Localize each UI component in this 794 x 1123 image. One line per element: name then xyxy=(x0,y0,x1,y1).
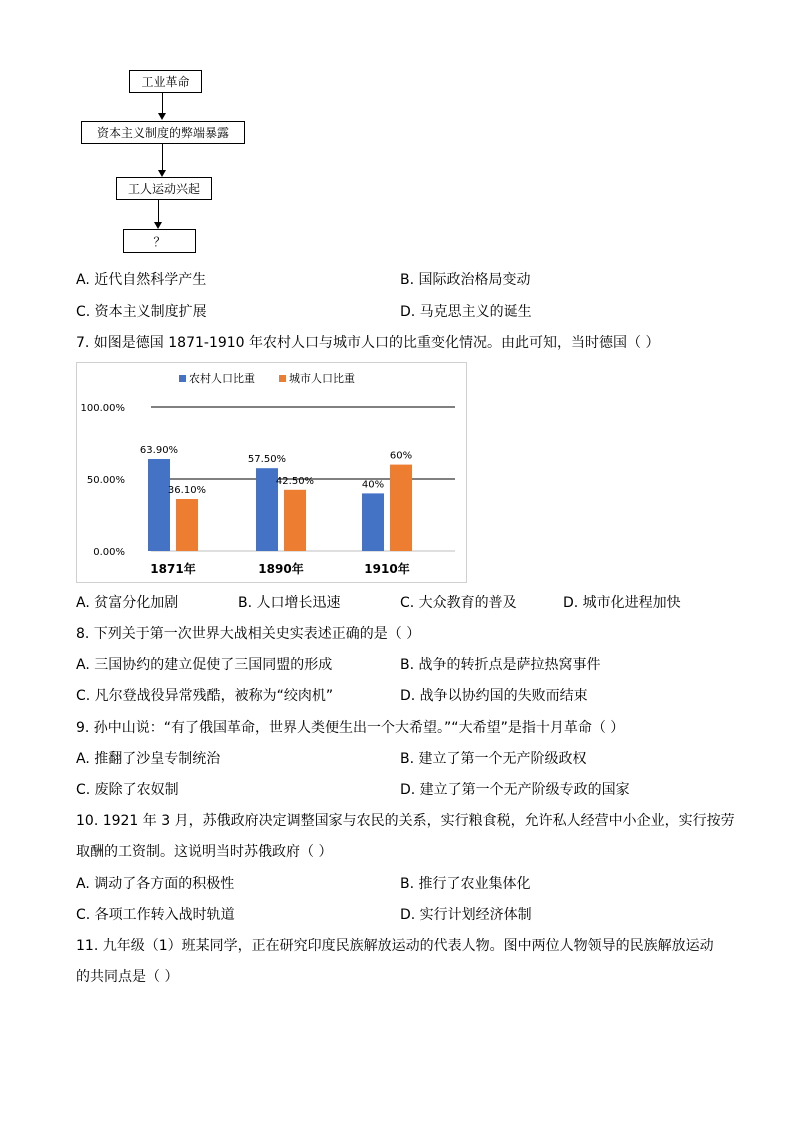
legend-label: 城市人口比重 xyxy=(289,372,355,385)
flow-box-unknown: ？ xyxy=(123,229,196,253)
q10-option-d: D. 实行计划经济体制 xyxy=(400,907,532,923)
q8-option-b: B. 战争的转折点是萨拉热窝事件 xyxy=(400,657,601,673)
q8-option-a: A. 三国协约的建立促使了三国同盟的形成 xyxy=(76,657,333,673)
q10-option-c: C. 各项工作转入战时轨道 xyxy=(76,907,235,923)
flow-arrow-3 xyxy=(158,200,159,222)
legend-swatch xyxy=(179,375,186,382)
x-tick-label: 1910年 xyxy=(364,562,410,576)
q10-option-a: A. 调动了各方面的积极性 xyxy=(76,876,235,892)
q7-option-d: D. 城市化进程加快 xyxy=(563,595,681,611)
q9-option-b: B. 建立了第一个无产阶级政权 xyxy=(400,751,587,767)
q8-option-d: D. 战争以协约国的失败而结束 xyxy=(400,688,588,704)
flow-box-capitalism-flaws: 资本主义制度的弊端暴露 xyxy=(81,121,245,144)
q7-option-c: C. 大众教育的普及 xyxy=(400,595,517,611)
q7-stem: 7. 如图是德国 1871-1910 年农村人口与城市人口的比重变化情况。由此可知，当时德国（ ） xyxy=(76,335,660,351)
y-tick-label: 50.00% xyxy=(86,475,125,486)
q9-option-c: C. 废除了农奴制 xyxy=(76,782,179,798)
q8-stem: 8. 下列关于第一次世界大战相关史实表述正确的是（ ） xyxy=(76,626,421,642)
data-label: 60% xyxy=(389,450,413,462)
bar xyxy=(148,459,170,551)
flow-arrowhead-2 xyxy=(158,170,166,177)
q11-stem-line2: 的共同点是（ ） xyxy=(76,969,179,985)
q6-option-b: B. 国际政治格局变动 xyxy=(400,272,531,288)
q10-stem-line1: 10. 1921 年 3 月，苏俄政府决定调整国家与农民的关系，实行粮食税，允许私人经营中小企业，实行按劳 xyxy=(76,813,735,829)
flow-arrow-1 xyxy=(162,93,163,114)
data-label: 36.10% xyxy=(167,485,207,497)
q7-option-a: A. 贫富分化加剧 xyxy=(76,595,179,611)
y-tick-label: 0.00% xyxy=(93,547,125,558)
data-label: 57.50% xyxy=(247,454,287,466)
y-tick-label: 100.00% xyxy=(80,403,125,414)
bar xyxy=(176,499,198,551)
flow-box-industrial-revolution: 工业革命 xyxy=(129,70,202,93)
x-tick-label: 1890年 xyxy=(258,562,304,576)
flow-arrow-2 xyxy=(162,144,163,170)
bar xyxy=(284,490,306,551)
bar xyxy=(390,465,412,551)
q6-option-a: A. 近代自然科学产生 xyxy=(76,272,207,288)
q11-stem-line1: 11. 九年级（1）班某同学，正在研究印度民族解放运动的代表人物。图中两位人物领导的民族解放运动 xyxy=(76,938,714,954)
data-label: 63.90% xyxy=(139,444,179,456)
data-label: 40% xyxy=(361,479,385,491)
x-tick-label: 1871年 xyxy=(150,562,196,576)
population-chart xyxy=(76,362,467,583)
bar xyxy=(362,493,384,551)
q9-stem: 9. 孙中山说：“有了俄国革命，世界人类便生出一个大希望。”“大希望”是指十月革命（ ） xyxy=(76,720,625,736)
flow-arrowhead-1 xyxy=(158,113,166,120)
legend-swatch xyxy=(279,375,286,382)
q6-option-d: D. 马克思主义的诞生 xyxy=(400,304,532,320)
data-label: 42.50% xyxy=(275,475,315,487)
legend-label: 农村人口比重 xyxy=(189,372,255,385)
q9-option-a: A. 推翻了沙皇专制统治 xyxy=(76,751,221,767)
q10-option-b: B. 推行了农业集体化 xyxy=(400,876,531,892)
q7-option-b: B. 人口增长迅速 xyxy=(238,595,341,611)
q10-stem-line2: 取酬的工资制。这说明当时苏俄政府（ ） xyxy=(76,844,333,860)
bar xyxy=(256,468,278,551)
population-chart-svg xyxy=(77,363,466,582)
flow-box-workers-movement: 工人运动兴起 xyxy=(116,177,212,200)
flow-arrowhead-3 xyxy=(154,222,162,229)
q9-option-d: D. 建立了第一个无产阶级专政的国家 xyxy=(400,782,630,798)
q6-option-c: C. 资本主义制度扩展 xyxy=(76,304,207,320)
q8-option-c: C. 凡尔登战役异常残酷，被称为“绞肉机” xyxy=(76,688,334,704)
